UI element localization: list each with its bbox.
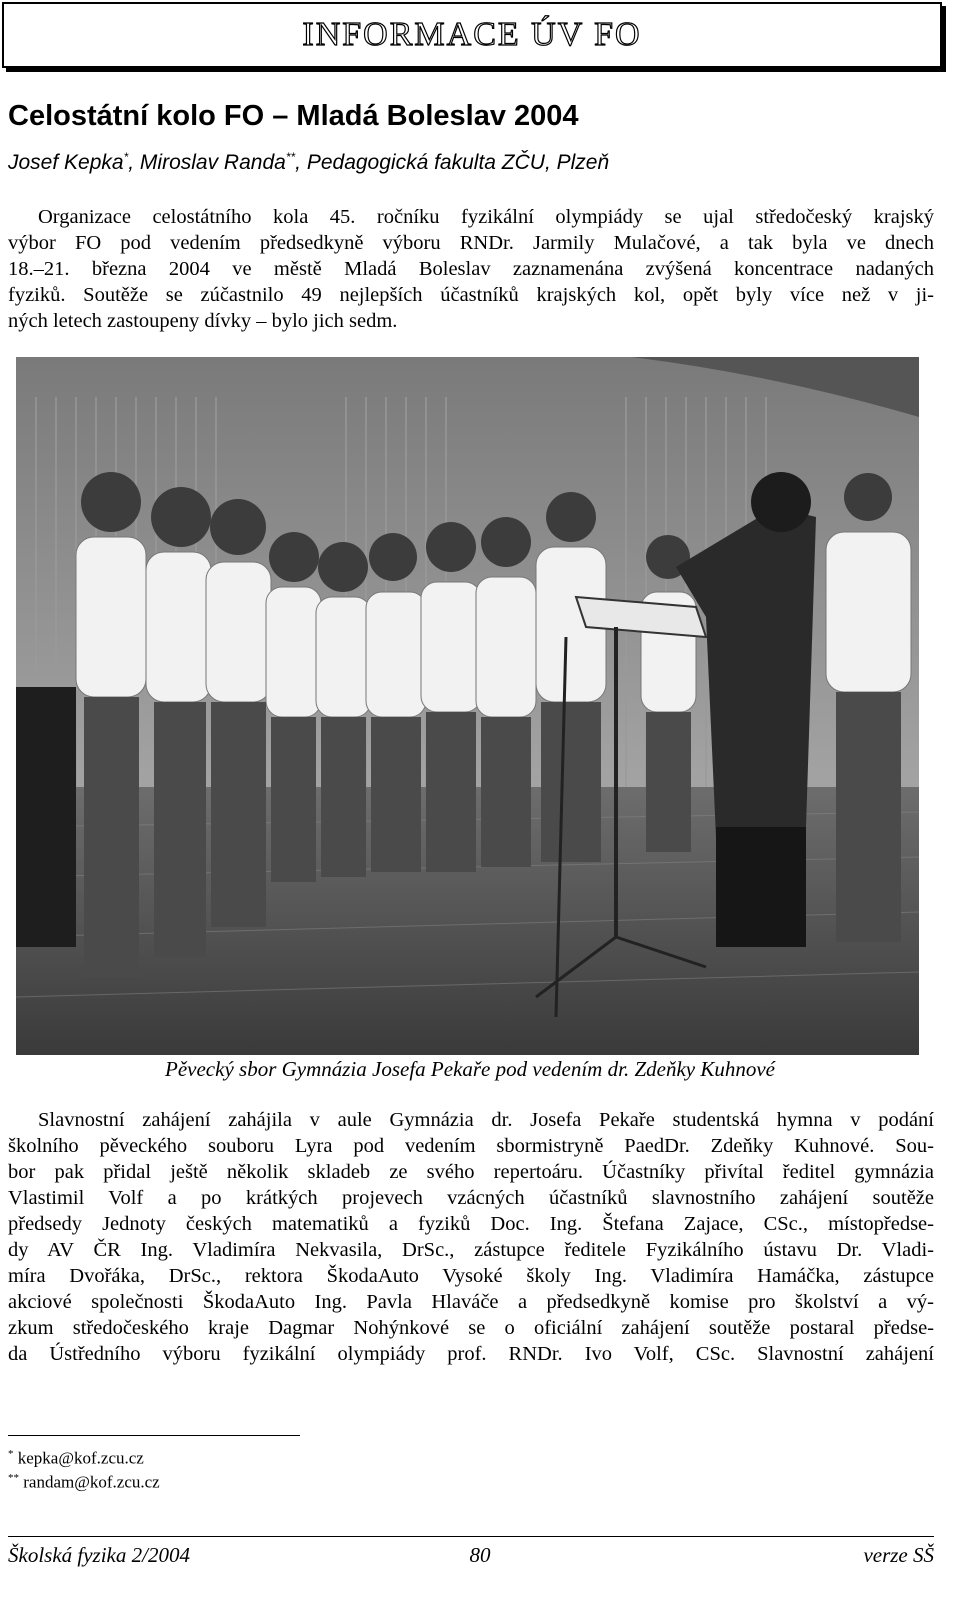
text-line: zkum středočeského kraje Dagmar Nohýnkové se o oficiální zahájení soutěže postaral předse- (8, 1317, 934, 1339)
text-line: Slavnostní zahájení zahájila v aule Gymnázia dr. Josefa Pekaře studentská hymna v podání (38, 1109, 934, 1131)
body-paragraph (8, 1107, 934, 1367)
text-line: dy AV ČR Ing. Vladimíra Nekvasila, DrSc., zástupce ředitele Fyzikálního ústavu Dr. Vladi- (8, 1239, 934, 1261)
text-line: výbor FO pod vedením předsedkyně výboru RNDr. Jarmily Mulačové, a tak byla ve dnech (8, 232, 934, 254)
footer-version: verze SŠ (863, 1543, 934, 1567)
text-line: Organizace celostátního kola 45. ročníku fyzikální olympiády se ujal středočeský krajský (38, 206, 934, 228)
footnote (8, 1472, 160, 1493)
footnote-divider (8, 1435, 300, 1436)
header-box (2, 2, 942, 68)
text-line: bor pak přidal ještě několik skladeb ze svého repertoáru. Účastníky přivítal ředitel gymnázia (8, 1161, 934, 1183)
footnote-mark: * (123, 150, 129, 164)
footer-journal: Školská fyzika 2/2004 (8, 1543, 190, 1567)
footnote-mark: ** (8, 1472, 19, 1484)
text-line: da Ústředního výboru fyzikální olympiády prof. RNDr. Ivo Volf, CSc. Slavnostní zahájení (8, 1343, 934, 1365)
photo-caption: Pěvecký sbor Gymnázia Josefa Pekaře pod vedením dr. Zdeňky Kuhnové (165, 1057, 775, 1081)
text-line: Vlastimil Volf a po krátkých projevech vzácných účastníků slavnostního zahájení soutěže (8, 1187, 934, 1209)
choir-photo (16, 357, 919, 1055)
footer-divider (8, 1536, 934, 1537)
affiliation: , Pedagogická fakulta ZČU, Plzeň (295, 151, 610, 174)
footnote-email[interactable]: randam@kof.zcu.cz (19, 1472, 160, 1492)
author-name: Josef Kepka (8, 151, 124, 174)
choir-photo-illustration (16, 357, 919, 1055)
footnote-mark: * (8, 1448, 14, 1460)
text-line: ných letech zastoupeny dívky – bylo jich sedm. (8, 310, 398, 332)
footnote-email[interactable]: kepka@kof.zcu.cz (13, 1448, 144, 1468)
section-header-title: INFORMACE ÚV FO (302, 16, 642, 53)
text-line: míra Dvořáka, DrSc., rektora ŠkodaAuto Vysoké školy Ing. Vladimíra Hamáčka, zástupce (8, 1265, 934, 1287)
text-line: předsedy Jednoty českých matematiků a fyziků Doc. Ing. Štefana Zajace, CSc., místopředse- (8, 1213, 934, 1235)
intro-paragraph (8, 204, 934, 334)
footnote-mark: ** (285, 150, 296, 164)
text-line: akciové společnosti ŠkodaAuto Ing. Pavla Hlaváče a předsedkyně komise pro školství a vý- (8, 1291, 934, 1313)
article-title: Celostátní kolo FO – Mladá Boleslav 2004 (8, 100, 579, 132)
footer-page-number: 80 (469, 1543, 491, 1567)
footnote (8, 1448, 144, 1469)
authors-line (8, 150, 609, 175)
author-name: , Miroslav Randa (128, 151, 286, 174)
text-line: 18.–21. března 2004 ve městě Mladá Boleslav zaznamenána zvýšená koncentrace nadaných (8, 258, 934, 280)
text-line: fyziků. Soutěže se zúčastnilo 49 nejlepších účastníků krajských kol, opět byly více než v ji- (8, 284, 934, 306)
text-line: školního pěveckého souboru Lyra pod vedením sbormistryně PaedDr. Zdeňky Kuhnové. Sou- (8, 1135, 934, 1157)
